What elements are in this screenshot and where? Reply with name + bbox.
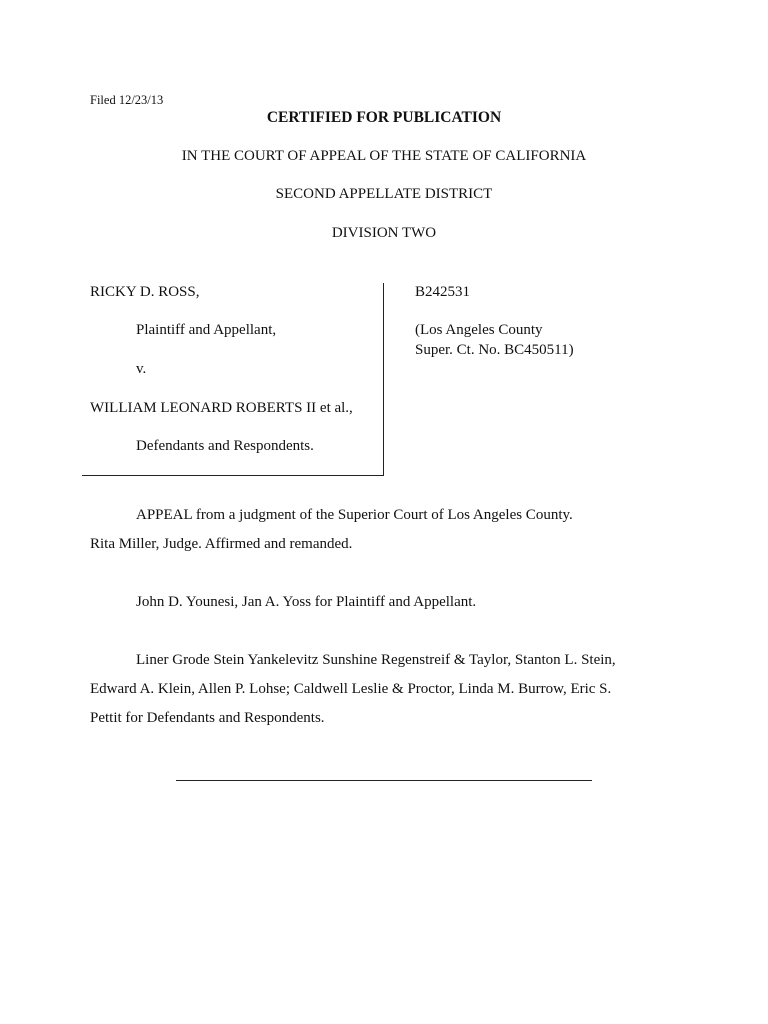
court-reference-line2: Super. Ct. No. BC450511) — [415, 342, 574, 358]
defendant-name: WILLIAM LEONARD ROBERTS II et al., — [90, 400, 353, 416]
defendant-role: Defendants and Respondents. — [136, 438, 314, 454]
separator-rule — [176, 780, 592, 781]
court-reference-line1: (Los Angeles County — [415, 322, 543, 338]
appeal-line1: APPEAL from a judgment of the Superior Court of Los Angeles County. — [136, 507, 573, 523]
certified-title: CERTIFIED FOR PUBLICATION — [266, 109, 502, 126]
caption-horizontal-rule — [82, 475, 384, 476]
caption-vertical-rule — [383, 283, 384, 476]
defense-counsel-line3: Pettit for Defendants and Respondents. — [90, 710, 325, 726]
filed-date: Filed 12/23/13 — [90, 93, 164, 107]
defense-counsel-line1: Liner Grode Stein Yankelevitz Sunshine Regenstreif & Taylor, Stanton L. Stein, — [136, 652, 616, 668]
defense-counsel-line2: Edward A. Klein, Allen P. Lohse; Caldwell Leslie & Proctor, Linda M. Burrow, Eric S. — [90, 681, 612, 697]
case-number: B242531 — [415, 284, 471, 300]
court-name: IN THE COURT OF APPEAL OF THE STATE OF CALIFORNIA — [181, 148, 587, 164]
appeal-line2: Rita Miller, Judge. Affirmed and remanded. — [90, 536, 353, 552]
plaintiff-counsel: John D. Younesi, Jan A. Yoss for Plaintiff and Appellant. — [136, 594, 477, 610]
district-name: SECOND APPELLATE DISTRICT — [275, 186, 493, 202]
plaintiff-name: RICKY D. ROSS, — [90, 284, 200, 300]
plaintiff-role: Plaintiff and Appellant, — [136, 322, 277, 338]
division-name: DIVISION TWO — [331, 225, 437, 241]
versus-text: v. — [136, 361, 147, 377]
